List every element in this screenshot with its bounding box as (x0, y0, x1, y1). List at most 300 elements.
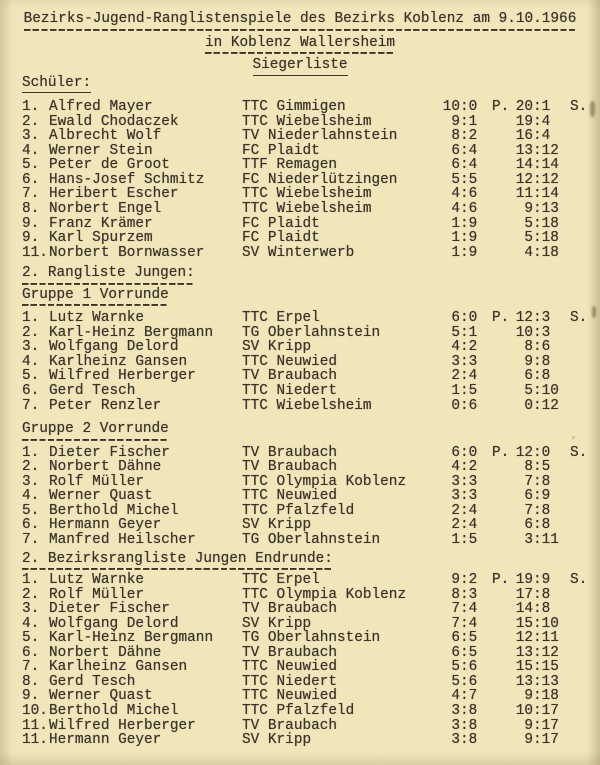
score-left: 17 (515, 586, 533, 603)
club-name: FC Niederlützingen (242, 171, 398, 188)
rank-cell: 7. (22, 659, 40, 676)
club-name: TTC Wiebelsheim (242, 397, 372, 414)
player-name: Heribert Escher (49, 186, 179, 203)
rank-cell: 4. (22, 488, 40, 505)
sets-unit-label: S. (570, 572, 588, 589)
player-name: Hermann Geyer (49, 517, 162, 534)
score-right: 12 (541, 142, 559, 159)
score-colon: : (533, 517, 542, 534)
club-name: TTC Wiebelsheim (242, 186, 372, 203)
player-name: Lutz Warnke (49, 310, 144, 327)
document-subtitle (0, 58, 600, 76)
score-right: 8 (541, 368, 551, 385)
score-left: 10 (515, 324, 533, 341)
score-colon: : (460, 397, 469, 414)
player-name: Hans-Josef Schmitz (49, 171, 205, 188)
club-name: TTC Neuwied (242, 488, 337, 505)
club-name: SV Kripp (242, 615, 312, 632)
points-score (442, 617, 485, 632)
score-right: 8 (541, 502, 551, 519)
sets-score (515, 489, 567, 504)
table-row (22, 660, 600, 675)
score-left: 5 (451, 659, 460, 676)
sets-score (515, 340, 567, 355)
table-row (22, 311, 600, 326)
score-left: 2 (451, 368, 460, 385)
score-right: 3 (541, 310, 551, 327)
score-colon: : (460, 586, 469, 603)
rank-cell: 2. (22, 113, 40, 130)
rank-cell: 4. (22, 142, 40, 159)
score-colon: : (460, 186, 469, 203)
table-row (22, 246, 600, 261)
score-left: 4 (451, 459, 460, 476)
score-colon: : (533, 659, 542, 676)
score-left: 6 (451, 157, 460, 174)
rank-cell: 7. (22, 531, 40, 548)
score-colon: : (460, 444, 469, 461)
sets-score (515, 187, 567, 202)
section-heading-text: 2. Bezirksrangliste Jungen Endrunde: (22, 552, 333, 571)
document-title-line1 (0, 12, 600, 31)
player-name: Ewald Chodaczek (49, 113, 179, 130)
score-colon: : (533, 531, 542, 548)
score-colon: : (533, 644, 542, 661)
rank-cell: 1. (22, 572, 40, 589)
score-left: 9 (524, 201, 533, 218)
score-right: 5 (468, 383, 478, 400)
player-name: Franz Krämer (49, 215, 153, 232)
sets-score (515, 504, 567, 519)
score-left: 3 (451, 717, 460, 734)
score-colon: : (460, 630, 469, 647)
score-colon: : (533, 397, 542, 414)
score-colon: : (460, 157, 469, 174)
score-colon: : (460, 688, 469, 705)
player-name: Karlheinz Gansen (49, 353, 188, 370)
score-right: 11 (541, 630, 559, 647)
score-colon: : (460, 368, 469, 385)
sets-score (515, 246, 567, 261)
club-name: TTC Gimmigen (242, 99, 346, 116)
ranking-section (22, 76, 600, 261)
score-left: 15 (515, 659, 533, 676)
score-left: 8 (524, 339, 533, 356)
score-colon: : (460, 615, 469, 632)
rank-cell: 8. (22, 201, 40, 218)
rank-cell: 5. (22, 630, 40, 647)
points-score (442, 533, 485, 548)
score-right: 10 (541, 615, 559, 632)
player-name: Rolf Müller (49, 586, 144, 603)
score-colon: : (460, 601, 469, 618)
score-left: 11 (515, 186, 533, 203)
score-colon: : (533, 502, 542, 519)
points-score (442, 475, 485, 490)
table-row (22, 733, 600, 748)
table-row (22, 518, 600, 533)
club-name: SV Kripp (242, 732, 312, 749)
table-row (22, 704, 600, 719)
table-row (22, 129, 600, 144)
score-right: 4 (468, 368, 478, 385)
score-right: 3 (468, 488, 478, 505)
points-score (442, 144, 485, 159)
sets-score (515, 588, 567, 603)
club-name: TV Braubach (242, 644, 337, 661)
score-colon: : (533, 157, 542, 174)
ranking-section (22, 422, 600, 547)
score-colon: : (533, 128, 542, 145)
sets-score (515, 202, 567, 217)
sets-score (515, 733, 567, 748)
score-colon: : (460, 732, 469, 749)
score-right: 4 (541, 128, 551, 145)
score-right: 12 (541, 171, 559, 188)
sets-score (515, 384, 567, 399)
sets-score (515, 173, 567, 188)
player-name: Wilfred Herberger (49, 368, 196, 385)
player-name: Karl Spurzem (49, 230, 153, 247)
score-right: 17 (541, 732, 559, 749)
sets-score (515, 100, 567, 115)
score-right: 2 (468, 128, 478, 145)
player-name: Hermann Geyer (49, 732, 162, 749)
score-left: 13 (515, 644, 533, 661)
rank-cell: 11. (22, 717, 48, 734)
sets-score (515, 719, 567, 734)
score-left: 6 (451, 310, 460, 327)
ranking-table (22, 100, 600, 260)
score-colon: : (460, 113, 469, 130)
points-score (442, 355, 485, 370)
score-left: 7 (451, 601, 460, 618)
score-left: 2 (451, 517, 460, 534)
player-name: Gerd Tesch (49, 673, 136, 690)
player-name: Wolfgang Delord (49, 339, 179, 356)
score-left: 1 (451, 230, 460, 247)
club-name: FC Plaidt (242, 142, 320, 159)
score-left: 9 (451, 113, 460, 130)
score-left: 1 (451, 383, 460, 400)
sets-score (515, 573, 567, 588)
score-left: 10 (442, 99, 460, 116)
score-left: 3 (451, 353, 460, 370)
score-colon: : (460, 673, 469, 690)
score-colon: : (460, 201, 469, 218)
sets-score (515, 460, 567, 475)
score-right: 17 (541, 702, 559, 719)
ranking-section (22, 266, 600, 285)
score-colon: : (460, 215, 469, 232)
points-score (442, 675, 485, 690)
score-right: 1 (468, 113, 478, 130)
table-row (22, 719, 600, 734)
score-right: 9 (541, 572, 551, 589)
club-name: TV Niederlahnstein (242, 128, 398, 145)
score-left: 1 (451, 531, 460, 548)
score-right: 10 (541, 383, 559, 400)
points-score (442, 602, 485, 617)
score-right: 9 (468, 230, 478, 247)
score-colon: : (533, 339, 542, 356)
sets-score (515, 231, 567, 246)
score-left: 6 (451, 142, 460, 159)
score-left: 4 (451, 339, 460, 356)
rank-cell: 6. (22, 644, 40, 661)
club-name: TTC Niedert (242, 673, 337, 690)
score-colon: : (460, 459, 469, 476)
club-name: TTC Neuwied (242, 688, 337, 705)
section-heading-text: Gruppe 1 Vorrunde (22, 288, 169, 307)
points-score (442, 460, 485, 475)
club-name: TTC Olympia Koblenz (242, 586, 407, 603)
rank-cell: 4. (22, 353, 40, 370)
score-left: 14 (515, 157, 533, 174)
points-score (442, 246, 485, 261)
score-right: 6 (468, 673, 478, 690)
ranking-section (22, 552, 600, 748)
score-colon: : (533, 572, 542, 589)
rank-cell: 11. (22, 732, 48, 749)
title-text: Bezirks-Jugend-Ranglistenspiele des Bezirks Koblenz am 9.10.1966 (24, 12, 577, 31)
score-colon: : (533, 732, 542, 749)
club-name: TTF Remagen (242, 157, 337, 174)
ranking-table (22, 446, 600, 548)
club-name: FC Plaidt (242, 230, 320, 247)
points-score (442, 173, 485, 188)
score-right: 4 (468, 615, 478, 632)
club-name: TTC Olympia Koblenz (242, 473, 407, 490)
club-name: TTC Erpel (242, 572, 320, 589)
points-score (442, 518, 485, 533)
score-colon: : (533, 615, 542, 632)
club-name: TTC Wiebelsheim (242, 201, 372, 218)
player-name: Norbert Dähne (49, 459, 162, 476)
score-right: 12 (541, 644, 559, 661)
rank-cell: 1. (22, 310, 40, 327)
club-name: TTC Niedert (242, 383, 337, 400)
score-colon: : (460, 517, 469, 534)
document-header (0, 0, 600, 76)
player-name: Alfred Mayer (49, 99, 153, 116)
score-left: 19 (515, 113, 533, 130)
score-left: 16 (515, 128, 533, 145)
rank-cell: 5. (22, 368, 40, 385)
points-score (442, 202, 485, 217)
table-row (22, 100, 600, 115)
points-unit-label: P. (492, 310, 510, 327)
score-right: 7 (468, 688, 478, 705)
rank-cell: 6. (22, 383, 40, 400)
rank-cell: 6. (22, 517, 40, 534)
club-name: TTC Pfalzfeld (242, 502, 355, 519)
score-right: 8 (541, 517, 551, 534)
points-score (442, 704, 485, 719)
score-right: 5 (541, 459, 551, 476)
score-right: 5 (468, 171, 478, 188)
rank-cell: 2. (22, 324, 40, 341)
score-right: 9 (468, 244, 478, 261)
score-colon: : (533, 353, 542, 370)
player-name: Dieter Fischer (49, 601, 170, 618)
document-title-line2 (0, 36, 600, 55)
player-name: Wolfgang Delord (49, 615, 179, 632)
title-location-text: in Koblenz Wallersheim (205, 36, 395, 55)
score-right: 6 (468, 186, 478, 203)
sets-unit-label: S. (570, 310, 588, 327)
score-colon: : (533, 113, 542, 130)
player-name: Karl-Heinz Bergmann (49, 630, 214, 647)
score-left: 12 (515, 444, 533, 461)
score-right: 1 (468, 324, 478, 341)
player-name: Werner Quast (49, 688, 153, 705)
score-right: 4 (468, 517, 478, 534)
table-row (22, 399, 600, 414)
club-name: SV Kripp (242, 517, 312, 534)
score-right: 4 (468, 601, 478, 618)
score-left: 3 (451, 473, 460, 490)
score-colon: : (533, 673, 542, 690)
points-score (442, 646, 485, 661)
club-name: TV Braubach (242, 368, 337, 385)
score-right: 2 (468, 572, 478, 589)
score-right: 4 (468, 157, 478, 174)
score-colon: : (533, 383, 542, 400)
score-colon: : (533, 142, 542, 159)
section-heading (22, 422, 600, 441)
score-colon: : (460, 99, 469, 116)
rank-cell: 2. (22, 586, 40, 603)
club-name: TV Braubach (242, 601, 337, 618)
rank-cell: 11. (22, 244, 48, 261)
section-heading (22, 76, 600, 94)
player-name: Norbert Bornwasser (49, 244, 205, 261)
sets-score (515, 646, 567, 661)
table-row (22, 384, 600, 399)
score-right: 13 (541, 201, 559, 218)
points-score (442, 231, 485, 246)
points-score (442, 446, 485, 461)
points-unit-label: P. (492, 572, 510, 589)
club-name: TG Oberlahnstein (242, 531, 381, 548)
sets-score (515, 369, 567, 384)
score-colon: : (533, 459, 542, 476)
score-right: 6 (468, 397, 478, 414)
score-right: 9 (468, 215, 478, 232)
sections (22, 76, 600, 748)
points-score (442, 733, 485, 748)
score-left: 12 (515, 630, 533, 647)
score-colon: : (460, 128, 469, 145)
points-score (442, 399, 485, 414)
sets-score (515, 129, 567, 144)
points-score (442, 100, 485, 115)
sets-score (515, 217, 567, 232)
sets-unit-label: S. (570, 444, 588, 461)
rank-cell: 6. (22, 171, 40, 188)
score-colon: : (533, 688, 542, 705)
score-colon: : (533, 324, 542, 341)
club-name: TV Braubach (242, 717, 337, 734)
score-left: 6 (451, 644, 460, 661)
score-left: 5 (524, 230, 533, 247)
player-name: Norbert Dähne (49, 644, 162, 661)
points-score (442, 719, 485, 734)
rank-cell: 1. (22, 99, 40, 116)
score-colon: : (533, 473, 542, 490)
score-right: 0 (541, 444, 551, 461)
score-left: 3 (451, 732, 460, 749)
player-name: Peter Renzler (49, 397, 162, 414)
section-heading (22, 266, 600, 285)
sets-unit-label: S. (570, 99, 588, 116)
score-colon: : (460, 324, 469, 341)
rank-cell: 3. (22, 473, 40, 490)
rank-cell: 9. (22, 230, 40, 247)
points-score (442, 187, 485, 202)
score-right: 9 (541, 488, 551, 505)
score-colon: : (533, 186, 542, 203)
score-colon: : (460, 531, 469, 548)
player-name: Dieter Fischer (49, 444, 170, 461)
points-score (442, 631, 485, 646)
scan-artifact (590, 101, 595, 117)
score-left: 4 (524, 244, 533, 261)
score-right: 18 (541, 244, 559, 261)
score-right: 6 (468, 201, 478, 218)
score-right: 3 (468, 473, 478, 490)
score-left: 3 (451, 702, 460, 719)
player-name: Werner Quast (49, 488, 153, 505)
points-score (442, 311, 485, 326)
points-score (442, 115, 485, 130)
points-score (442, 217, 485, 232)
points-unit-label: P. (492, 444, 510, 461)
points-unit-label: P. (492, 99, 510, 116)
score-left: 13 (515, 142, 533, 159)
sets-score (515, 144, 567, 159)
table-row (22, 602, 600, 617)
table-row (22, 689, 600, 704)
score-right: 17 (541, 717, 559, 734)
points-score (442, 129, 485, 144)
score-right: 18 (541, 688, 559, 705)
score-right: 6 (468, 659, 478, 676)
score-colon: : (460, 339, 469, 356)
score-colon: : (460, 353, 469, 370)
ranking-table (22, 311, 600, 413)
points-score (442, 340, 485, 355)
score-left: 7 (451, 615, 460, 632)
score-left: 4 (451, 186, 460, 203)
table-row (22, 573, 600, 588)
score-left: 19 (515, 572, 533, 589)
points-score (442, 588, 485, 603)
player-name: Rolf Müller (49, 473, 144, 490)
score-left: 7 (524, 473, 533, 490)
score-left: 4 (451, 688, 460, 705)
table-row (22, 340, 600, 355)
score-left: 8 (524, 459, 533, 476)
score-right: 8 (541, 586, 551, 603)
section-heading (22, 288, 600, 307)
score-right: 11 (541, 531, 559, 548)
sets-score (515, 518, 567, 533)
score-colon: : (460, 702, 469, 719)
table-row (22, 202, 600, 217)
club-name: TG Oberlahnstein (242, 630, 381, 647)
